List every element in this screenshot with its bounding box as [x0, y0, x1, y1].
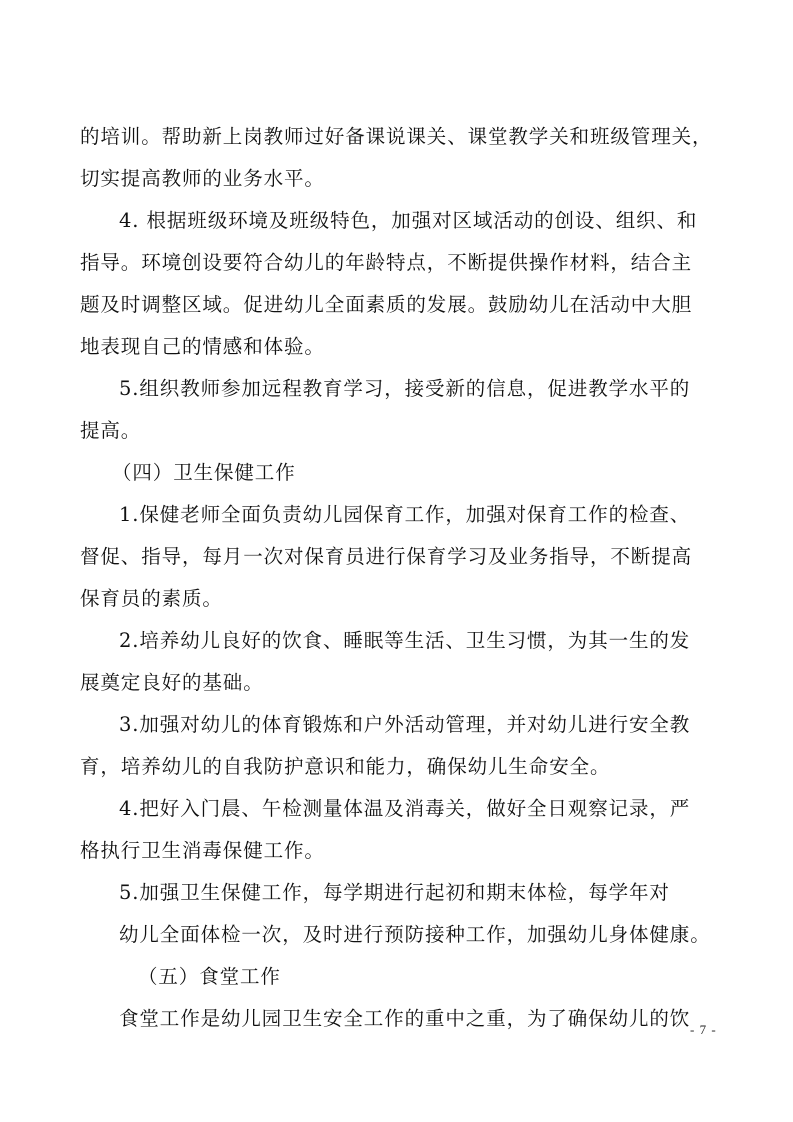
- text-line: 食堂工作是幼儿园卫生安全工作的重中之重，为了确保幼儿的饮: [119, 1007, 691, 1030]
- text-line: 保育员的素质。: [80, 587, 223, 610]
- section-heading: （五）食堂工作: [138, 965, 281, 988]
- text-line: 切实提高教师的业务水平。: [80, 167, 325, 190]
- text-line: 4. 根据班级环境及班级特色，加强对区域活动的创设、组织、和: [119, 209, 698, 232]
- text-line: 督促、指导，每月一次对保育员进行保育学习及业务指导，不断提高: [80, 545, 693, 568]
- text-line: 育，培养幼儿的自我防护意识和能力，确保幼儿生命安全。: [80, 755, 611, 778]
- text-line: 指导。环境创设要符合幼儿的年龄特点，不断提供操作材料，结合主: [80, 251, 693, 274]
- text-line: 格执行卫生消毒保健工作。: [80, 839, 325, 862]
- text-line: 题及时调整区域。促进幼儿全面素质的发展。鼓励幼儿在活动中大胆: [80, 293, 693, 316]
- text-line: 5.组织教师参加远程教育学习，接受新的信息，促进教学水平的: [119, 377, 691, 400]
- text-line: 5.加强卫生保健工作，每学期进行起初和期末体检，每学年对: [119, 881, 670, 904]
- text-line: 展奠定良好的基础。: [80, 671, 264, 694]
- text-line: 提高。: [80, 419, 142, 442]
- text-line: 地表现自己的情感和体验。: [80, 335, 325, 358]
- text-line: 1.保健老师全面负责幼儿园保育工作，加强对保育工作的检查、: [119, 503, 691, 526]
- text-line: 3.加强对幼儿的体育锻炼和户外活动管理，并对幼儿进行安全教: [119, 713, 691, 736]
- text-line: 的培训。帮助新上岗教师过好备课说课关、课堂教学关和班级管理关，: [80, 125, 713, 148]
- section-heading: （四）卫生保健工作: [112, 461, 296, 484]
- text-line: 4.把好入门晨、午检测量体温及消毒关，做好全日观察记录，严: [119, 797, 691, 820]
- text-line: 幼儿全面体检一次，及时进行预防接种工作，加强幼儿身体健康。: [119, 923, 711, 946]
- text-line: 2.培养幼儿良好的饮食、睡眠等生活、卫生习惯，为其一生的发: [119, 629, 691, 652]
- page-number: - 7 -: [690, 1022, 717, 1037]
